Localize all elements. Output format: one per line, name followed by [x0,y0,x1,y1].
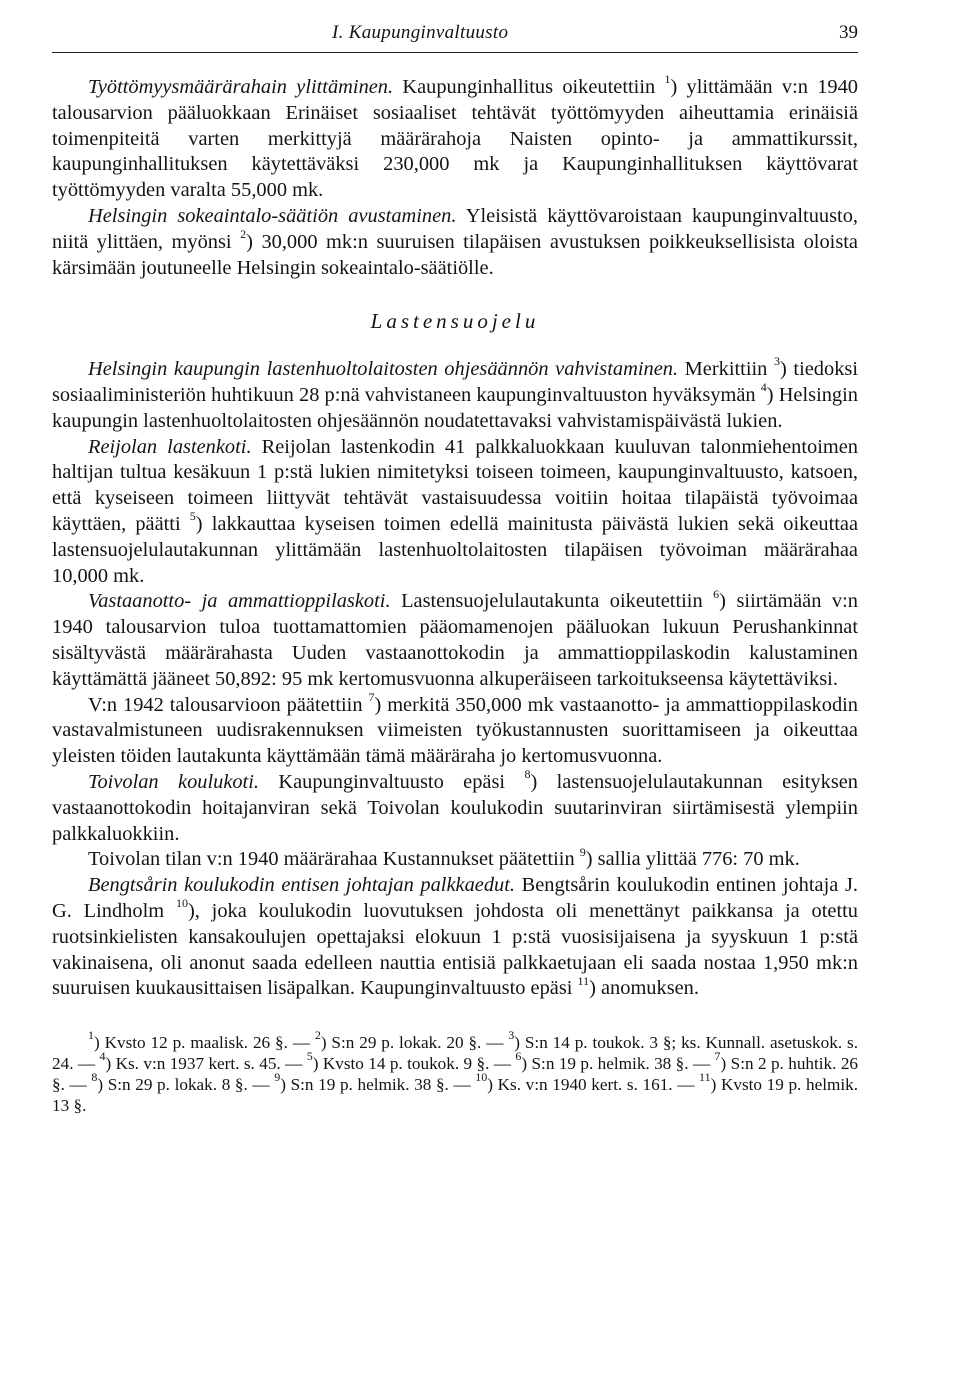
footnote-marker: 3 [508,1028,515,1043]
footnote-marker: 5 [306,1049,313,1064]
document-page [52,22,858,1116]
paragraph: Helsingin sokeaintalo-säätiön avustaminen. Yleisistä käyttövaroistaan kaupunginvaltuusto, niitä ylittäen, myönsi $^2$) 30,000 mk:n suuruisen tilapäisen avustuksen poikkeuksellisista oloista kärsimään joutuneelle Helsingin sokeaintalo-säätiölle. [52,204,858,279]
footnote-text: $^1$) Kvsto 12 p. maalisk. 26 §. — $^2$) S:n 29 p. lokak. 20 §. — $^3$) S:n 14 p. toukok. 3 §; ks. Kunnall. asetuskok. s. 24. — $^4$) Ks. v:n 1937 kert. s. 45. — $^5$) Kvsto 14 p. toukok. 9 §. — $^6$) S:n 19 p. helmik. 38 §. — $^7$) S:n 2 p. huhtik. 26 §. — $^8$) S:n 29 p. lokak. 8 §. — $^9$) S:n 19 p. helmik. 38 §. — $^{10}$) Ks. v:n 1940 kert. s. 161. — $^{11}$) Kvsto 19 p. helmik. 13 §. [52,1028,859,1116]
page-number: 39 [839,22,858,43]
footnote-marker: 6 [515,1049,522,1064]
footnote-marker: 2 [240,226,247,241]
section-heading: Lastensuojelu [370,309,540,334]
footnotes [52,1028,859,1116]
paragraph: Toivolan tilan v:n 1940 määrärahaa Kustannukset päätettiin $^9$) sallia ylittää 776: 70 mk. [88,844,800,871]
paragraph-title: Toivolan koulukoti. [88,770,259,793]
paragraph-title: Helsingin sokeaintalo-säätiön avustaminen. [88,204,457,227]
footnote-marker: 1 [88,1028,94,1043]
footnote-marker: 1 [664,72,671,87]
footnote-marker: 9 [274,1070,281,1085]
footnote-marker: 4 [99,1049,106,1064]
footnote-marker: 6 [713,586,720,601]
paragraph-title: Vastaanotto- ja ammattioppilaskoti. [88,590,391,613]
paragraph: Reijolan lastenkoti. Reijolan lastenkodin 41 palkkaluokkaan kuuluvan talonmiehentoimen haltijan tultua kesäkuun 1 p:stä lukien nimitetyksi toiseen toimeen, kaupunginvaltuusto, katsoen, että kyseiseen toimeen liittyvät tehtävät vastaisuudessa voitiin hoitaa tilapäistä työvoimaa käyttäen, päätti $^5$) lakkauttaa kyseisen toimen edellä mainitusta päivästä lukien sekä oikeuttaa lastensuojelulautakunnan ylittämään lastenhuoltolaitosten tilapäisen työvoiman määrärahaa 10,000 mk. [52,435,858,587]
intro-paragraphs [52,72,858,281]
paragraph: Työttömyysmäärärahain ylittäminen. Kaupunginhallitus oikeutettiin $^1$) ylittämään v:n 1940 talousarvion pääluokkaan Erinäiset sosiaaliset tehtävät työttömyyden aiheuttamia erinäisiä toimenpiteitä varten merkittyjä määrärahoja Naisten opinto- ja ammattikurssit, kaupunginhallituksen käytettäväksi 230,000 mk ja Kaupunginhallituksen käyttövarat työttömyyden varalta 55,000 mk. [52,72,858,202]
body-text [52,72,859,1002]
footnote-marker: 11 [699,1070,711,1085]
footnote-marker: 10 [475,1070,488,1085]
paragraph: Toivolan koulukoti. Kaupunginvaltuusto epäsi $^8$) lastensuojelulautakunnan esityksen vastaanottokodin hoitajanviran sekä Toivolan koulukodin suutarinviran siirtämisestä ylempiin palkkaluokkiin. [52,767,859,845]
footnote-marker: 8 [91,1070,98,1085]
paragraph-title: Helsingin kaupungin lastenhuoltolaitosten ohjesäännön vahvistaminen. [88,358,679,381]
paragraph: Helsingin kaupungin lastenhuoltolaitosten ohjesäännön vahvistaminen. Merkittiin $^3$) tiedoksi sosiaaliministeriön huhtikuun 28 p:nä vahvistaneen kaupunginvaltuuston hyväksymän $^4$) Helsingin kaupungin lastenhuoltolaitosten ohjesäännön noudatettavaksi vahvistamispäivästä lukien. [52,354,858,432]
footnote-marker: 7 [368,689,375,704]
running-header [52,22,858,48]
footnote-marker: 4 [760,380,767,395]
footnote-marker: 2 [314,1028,321,1043]
footnote-marker: 9 [579,844,586,859]
paragraph: Bengtsårin koulukodin entisen johtajan palkkaedut. Bengtsårin koulukodin entinen johtaja J. G. Lindholm $^{10}$), joka koulukodin luovutuksen johdosta oli menettänyt paikkansa ja otettu ruotsinkielisten kansakoulujen opettajaksi elokuun 1 p:stä vuosisijaisena ja syyskuun 1 p:stä vakinaisena, oli anonut saada edelleen nauttia entisiä palkkaetujaan eli saada nostaa 1,950 mk:n suuruisen kuukausittaisen lisäpalkan. Kaupunginvaltuusto epäsi $^{11}$) anomuksen. [52,874,858,1000]
footnote-marker: 5 [189,509,196,524]
paragraph: V:n 1942 talousarvioon päätettiin $^7$) merkitä 350,000 mk vastaanotto- ja ammattioppilaskodin vastavalmistuneen uudisrakennuksen viimeisten työkustannusten suorittamiseen ja oikeuttaa yleisten töiden lautakunta käyttämään tämä määräraha jo kertomusvuonna. [52,689,859,768]
paragraph-title: Työttömyysmäärärahain ylittäminen. [88,76,394,98]
footnote-marker: 8 [524,767,531,782]
section-paragraphs [52,354,859,1002]
header-rule [52,52,858,53]
chapter-title: I. Kaupunginvaltuusto [332,22,509,43]
footnote-marker: 11 [577,973,590,988]
paragraph-title: Bengtsårin koulukodin entisen johtajan palkkaedut. [88,874,515,897]
footnote-marker: 10 [175,896,188,911]
paragraph: Vastaanotto- ja ammattioppilaskoti. Lastensuojelulautakunta oikeutettiin $^6$) siirtämään v:n 1940 talousarvion tuloa tuottamattomien pääomamenojen pääluokan lukuun Perushankinnat sisältyvästä määrärahasta Uuden vastaanottokodin ja ammattioppilaskodin kalustaminen käyttämättä jääneet 50,892: 95 mk kertomusvuonna alkuperäiseen tarkoitukseensa käytettäviksi. [52,586,858,690]
paragraph-title: Reijolan lastenkoti. [88,435,252,458]
footnote-marker: 3 [774,354,780,369]
footnote-marker: 7 [714,1049,721,1064]
